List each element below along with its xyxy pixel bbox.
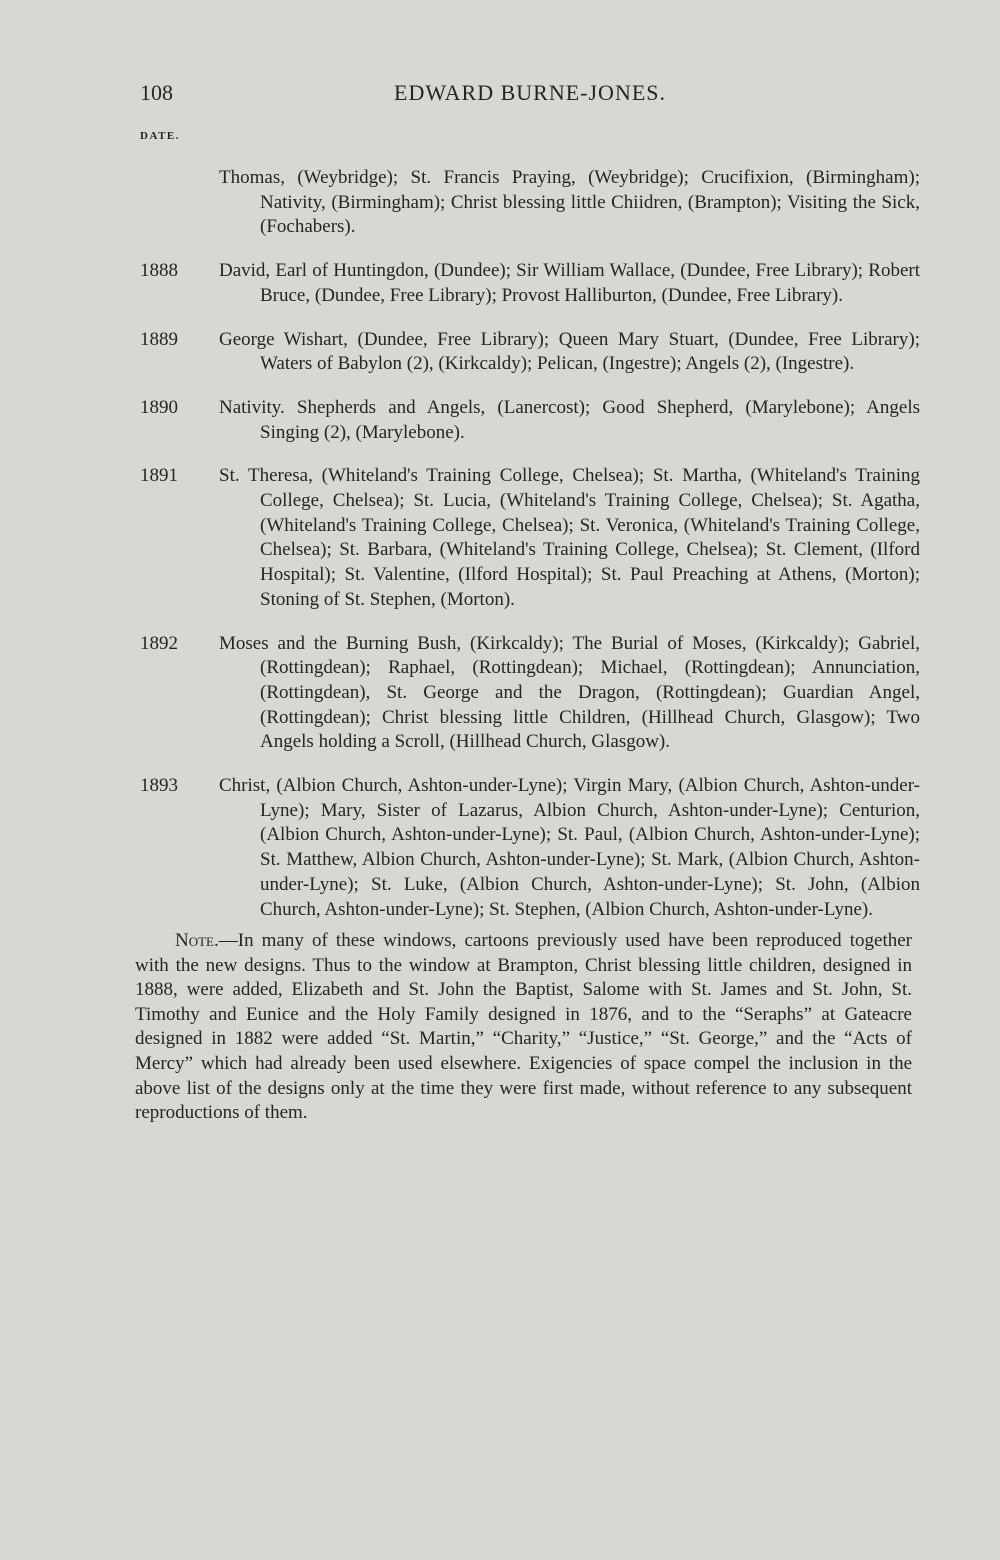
entry-text: Christ, (Albion Church, Ashton-under-Lyne); Virgin Mary, (Albion Church, Ashton-under-Lyne); Mary, Sister of Lazarus, Albion Church, Ashton-under-Lyne); Centurion, (Albion Church, Ashton-under-Lyne); St. Paul, (Albion Church, Ashton-under-Lyne); St. Matthew, Albion Church, Ashton-under-Lyne); St. Mark, (Albion Church, Ashton-under-Lyne); St. Luke, (Albion Church, Ashton-under-Lyne); St. John, (Albion Church, Ashton-under-Lyne); St. Stephen, (Albion Church, Ashton-under-Lyne).: [219, 775, 920, 920]
entry-text: David, Earl of Huntingdon, (Dundee); Sir William Wallace, (Dundee, Free Library); Robert Bruce, (Dundee, Free Library); Provost Halliburton, (Dundee, Free Library).: [219, 260, 920, 306]
entry-text: St. Theresa, (Whiteland's Training College, Chelsea); St. Martha, (Whiteland's Training College, Chelsea); St. Lucia, (Whiteland's Training College, Chelsea); St. Agatha, (Whiteland's Training College, Chelsea); St. Veronica, (Whiteland's Training College, Chelsea); St. Barbara, (Whiteland's Training College, Chelsea); St. Clement, (Ilford Hospital); St. Valentine, (Ilford Hospital); St. Paul Preaching at Athens, (Morton); Stoning of St. Stephen, (Morton).: [219, 465, 920, 610]
running-title: EDWARD BURNE-JONES.: [394, 80, 666, 105]
entry-year: 1892: [140, 632, 178, 654]
note-label: Note.: [175, 930, 219, 951]
list-entry: [140, 166, 920, 240]
entry-text: Nativity. Shepherds and Angels, (Lanercost); Good Shepherd, (Marylebone); Angels Singing (2), (Marylebone).: [219, 396, 920, 443]
entry-text: Moses and the Burning Bush, (Kirkcaldy); The Burial of Moses, (Kirkcaldy); Gabriel, (Rottingdean); Raphael, (Rottingdean); Michael, (Rottingdean); Annunciation, (Rottingdean), St. George and the Dragon, (Rottingdean); Guardian Angel, (Rottingdean); Christ blessing little Children, (Hillhead Church, Glasgow); Two Angels holding a Scroll, (Hillhead Church, Glasgow).: [219, 632, 920, 753]
entry-text: George Wishart, (Dundee, Free Library); Queen Mary Stuart, (Dundee, Free Library); Waters of Babylon (2), (Kirkcaldy); Pelican, (Ingestre); Angels (2), (Ingestre).: [219, 328, 920, 375]
page-number: 108: [140, 80, 173, 105]
entry-year: 1893: [140, 775, 178, 797]
list-entry: [140, 259, 920, 308]
entry-year: 1888: [140, 260, 178, 282]
date-column-header: DATE.: [140, 130, 180, 142]
list-entry: [140, 328, 920, 377]
list-entry: [140, 464, 920, 612]
note: [135, 929, 912, 1126]
note-paragraph: [135, 929, 912, 1126]
entry-year: 1890: [140, 396, 178, 418]
running-head: [140, 80, 920, 110]
list-entry: [140, 396, 920, 445]
note-text: —In many of these windows, cartoons previously used have been reproduced together with the new designs. Thus to the window at Brampton, Christ blessing little children, designed in 1888, were added, Elizabeth and St. John the Baptist, Salome with St. James and St. John, St. Timothy and Eunice and the Holy Family designed in 1876, and to the “Seraphs” at Gateacre designed in 1882 were added “St. Martin,” “Charity,” “Justice,” “St. George,” and the “Acts of Mercy” which had already been used elsewhere. Exigencies of space compel the inclusion in the above list of the designs only at the time they were first made, without reference to any subsequent reproductions of them.: [135, 930, 912, 1124]
entry-text: Thomas, (Weybridge); St. Francis Praying, (Weybridge); Crucifixion, (Birmingham); Nativity, (Birmingham); Christ blessing little Chiidren, (Brampton); Visiting the Sick, (Fochabers).: [219, 167, 920, 238]
list-entry: [140, 774, 920, 922]
entry-year: 1891: [140, 465, 178, 487]
entry-year: 1889: [140, 328, 178, 350]
list-entry: [140, 632, 920, 756]
window-list: [140, 147, 920, 941]
